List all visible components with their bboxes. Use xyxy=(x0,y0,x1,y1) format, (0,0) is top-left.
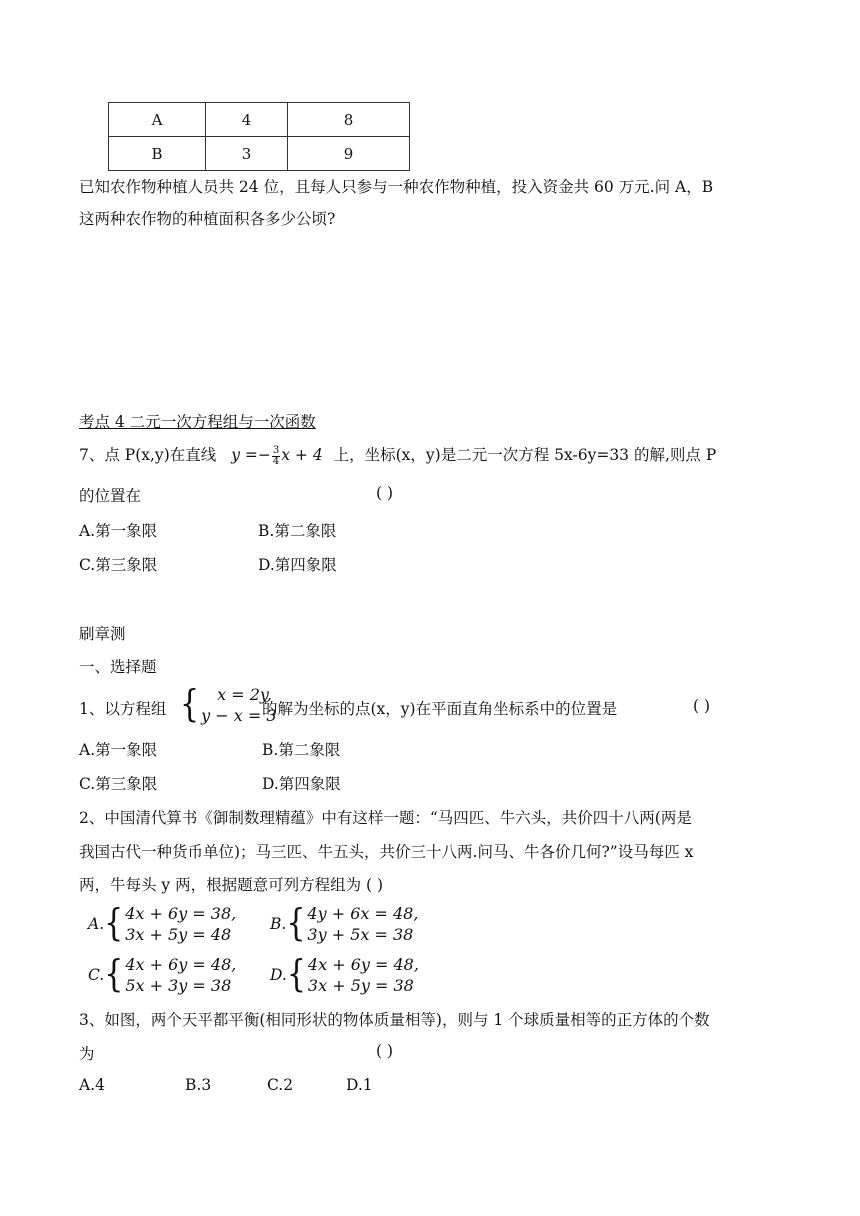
table-cell: A xyxy=(109,103,206,137)
brace: { xyxy=(104,901,124,946)
system-line: 4x + 6y = 48, xyxy=(307,955,419,974)
system-line: 3x + 5y = 48 xyxy=(125,925,232,944)
question-1-suffix: 的解为坐标的点(x，y)在平面直角坐标系中的位置是 xyxy=(262,700,618,718)
question-7-suffix: 上，坐标(x，y)是二元一次方程 5x-6y=33 的解,则点 P xyxy=(333,446,717,464)
crop-table xyxy=(108,102,410,171)
brace: { xyxy=(180,682,200,727)
brace: { xyxy=(104,952,124,997)
option-c-system xyxy=(88,954,236,996)
system-line: 5x + 3y = 38 xyxy=(125,976,232,995)
answer-paren: ( ) xyxy=(693,697,711,715)
system-lines xyxy=(125,903,236,945)
option-a: A.第一象限 xyxy=(79,741,158,759)
question-2-line: 2、中国清代算书《御制数理精蕴》中有这样一题：“马四匹、牛六头，共价四十八两(两是 xyxy=(79,809,692,827)
system-line: 4x + 6y = 48, xyxy=(125,955,237,974)
option-c: C.第三象限 xyxy=(79,556,158,574)
option-b: B.3 xyxy=(185,1076,212,1094)
option-d: D.第四象限 xyxy=(262,775,341,793)
part-heading: 一、选择题 xyxy=(79,658,157,676)
system-lines xyxy=(125,954,236,996)
answer-paren: ( ) xyxy=(376,484,394,502)
line-equation xyxy=(231,444,327,467)
system-line: y − x = 3 xyxy=(201,706,277,725)
option-b: B.第二象限 xyxy=(258,522,337,540)
system-line: x = 2y, xyxy=(217,685,272,704)
fraction-denominator: 4 xyxy=(272,455,280,467)
question-7-line-2: 的位置在 xyxy=(79,487,142,505)
equation-rhs: x + 4 xyxy=(281,446,323,464)
table-cell: 9 xyxy=(288,137,410,171)
table-cell: B xyxy=(109,137,206,171)
option-d: D.第四象限 xyxy=(258,556,337,574)
problem-text-line: 这两种农作物的种植面积各多少公顷? xyxy=(79,210,336,228)
table-row xyxy=(109,137,410,171)
option-d-system xyxy=(270,954,419,996)
option-d: D.1 xyxy=(346,1076,373,1094)
option-b-system xyxy=(270,903,418,945)
brace: { xyxy=(286,952,306,997)
option-a: A.第一象限 xyxy=(79,522,158,540)
question-2-line: 我国古代一种货币单位)；马三匹、牛五头，共价三十八两.问马、牛各价几何?”设马每匹 x xyxy=(79,843,694,861)
system-lines xyxy=(308,954,419,996)
option-a: A.4 xyxy=(79,1076,105,1094)
option-label: D. xyxy=(270,966,287,984)
option-label: A. xyxy=(88,915,105,933)
question-7-prefix: 7、点 P(x,y)在直线 xyxy=(79,446,217,464)
brace: { xyxy=(286,901,306,946)
fraction xyxy=(272,446,280,467)
option-a-system xyxy=(88,903,236,945)
question-7-line-1 xyxy=(79,443,716,467)
option-label: B. xyxy=(270,915,287,933)
option-label: C. xyxy=(88,966,105,984)
system-line: 4y + 6x = 48, xyxy=(307,904,419,923)
option-b: B.第二象限 xyxy=(262,741,341,759)
question-1-prefix: 1、以方程组 xyxy=(79,700,167,718)
answer-paren: ( ) xyxy=(376,1042,394,1060)
system-line: 3x + 5y = 38 xyxy=(307,976,414,995)
system-line: 3y + 5x = 38 xyxy=(307,925,414,944)
chapter-test-title: 刷章测 xyxy=(79,625,126,643)
option-c: C.2 xyxy=(267,1076,294,1094)
system-line: 4x + 6y = 38, xyxy=(125,904,237,923)
equation-lhs: y =− xyxy=(231,446,271,464)
section-heading: 考点 4 二元一次方程组与一次函数 xyxy=(79,413,316,431)
table-cell: 3 xyxy=(206,137,288,171)
problem-text-line: 已知农作物种植人员共 24 位，且每人只参与一种农作物种植，投入资金共 60 万元.问 A，B xyxy=(79,178,714,196)
question-2-line: 两，牛每头 y 两，根据题意可列方程组为 ( ) xyxy=(79,876,384,894)
question-3-line: 为 xyxy=(79,1045,95,1063)
table-cell: 8 xyxy=(288,103,410,137)
table-row xyxy=(109,103,410,137)
option-c: C.第三象限 xyxy=(79,775,158,793)
fraction-numerator: 3 xyxy=(272,444,280,456)
table-cell: 4 xyxy=(206,103,288,137)
system-lines xyxy=(307,903,418,945)
question-3-line: 3、如图，两个天平都平衡(相同形状的物体质量相等)，则与 1 个球质量相等的正方体的个数 xyxy=(79,1011,710,1029)
